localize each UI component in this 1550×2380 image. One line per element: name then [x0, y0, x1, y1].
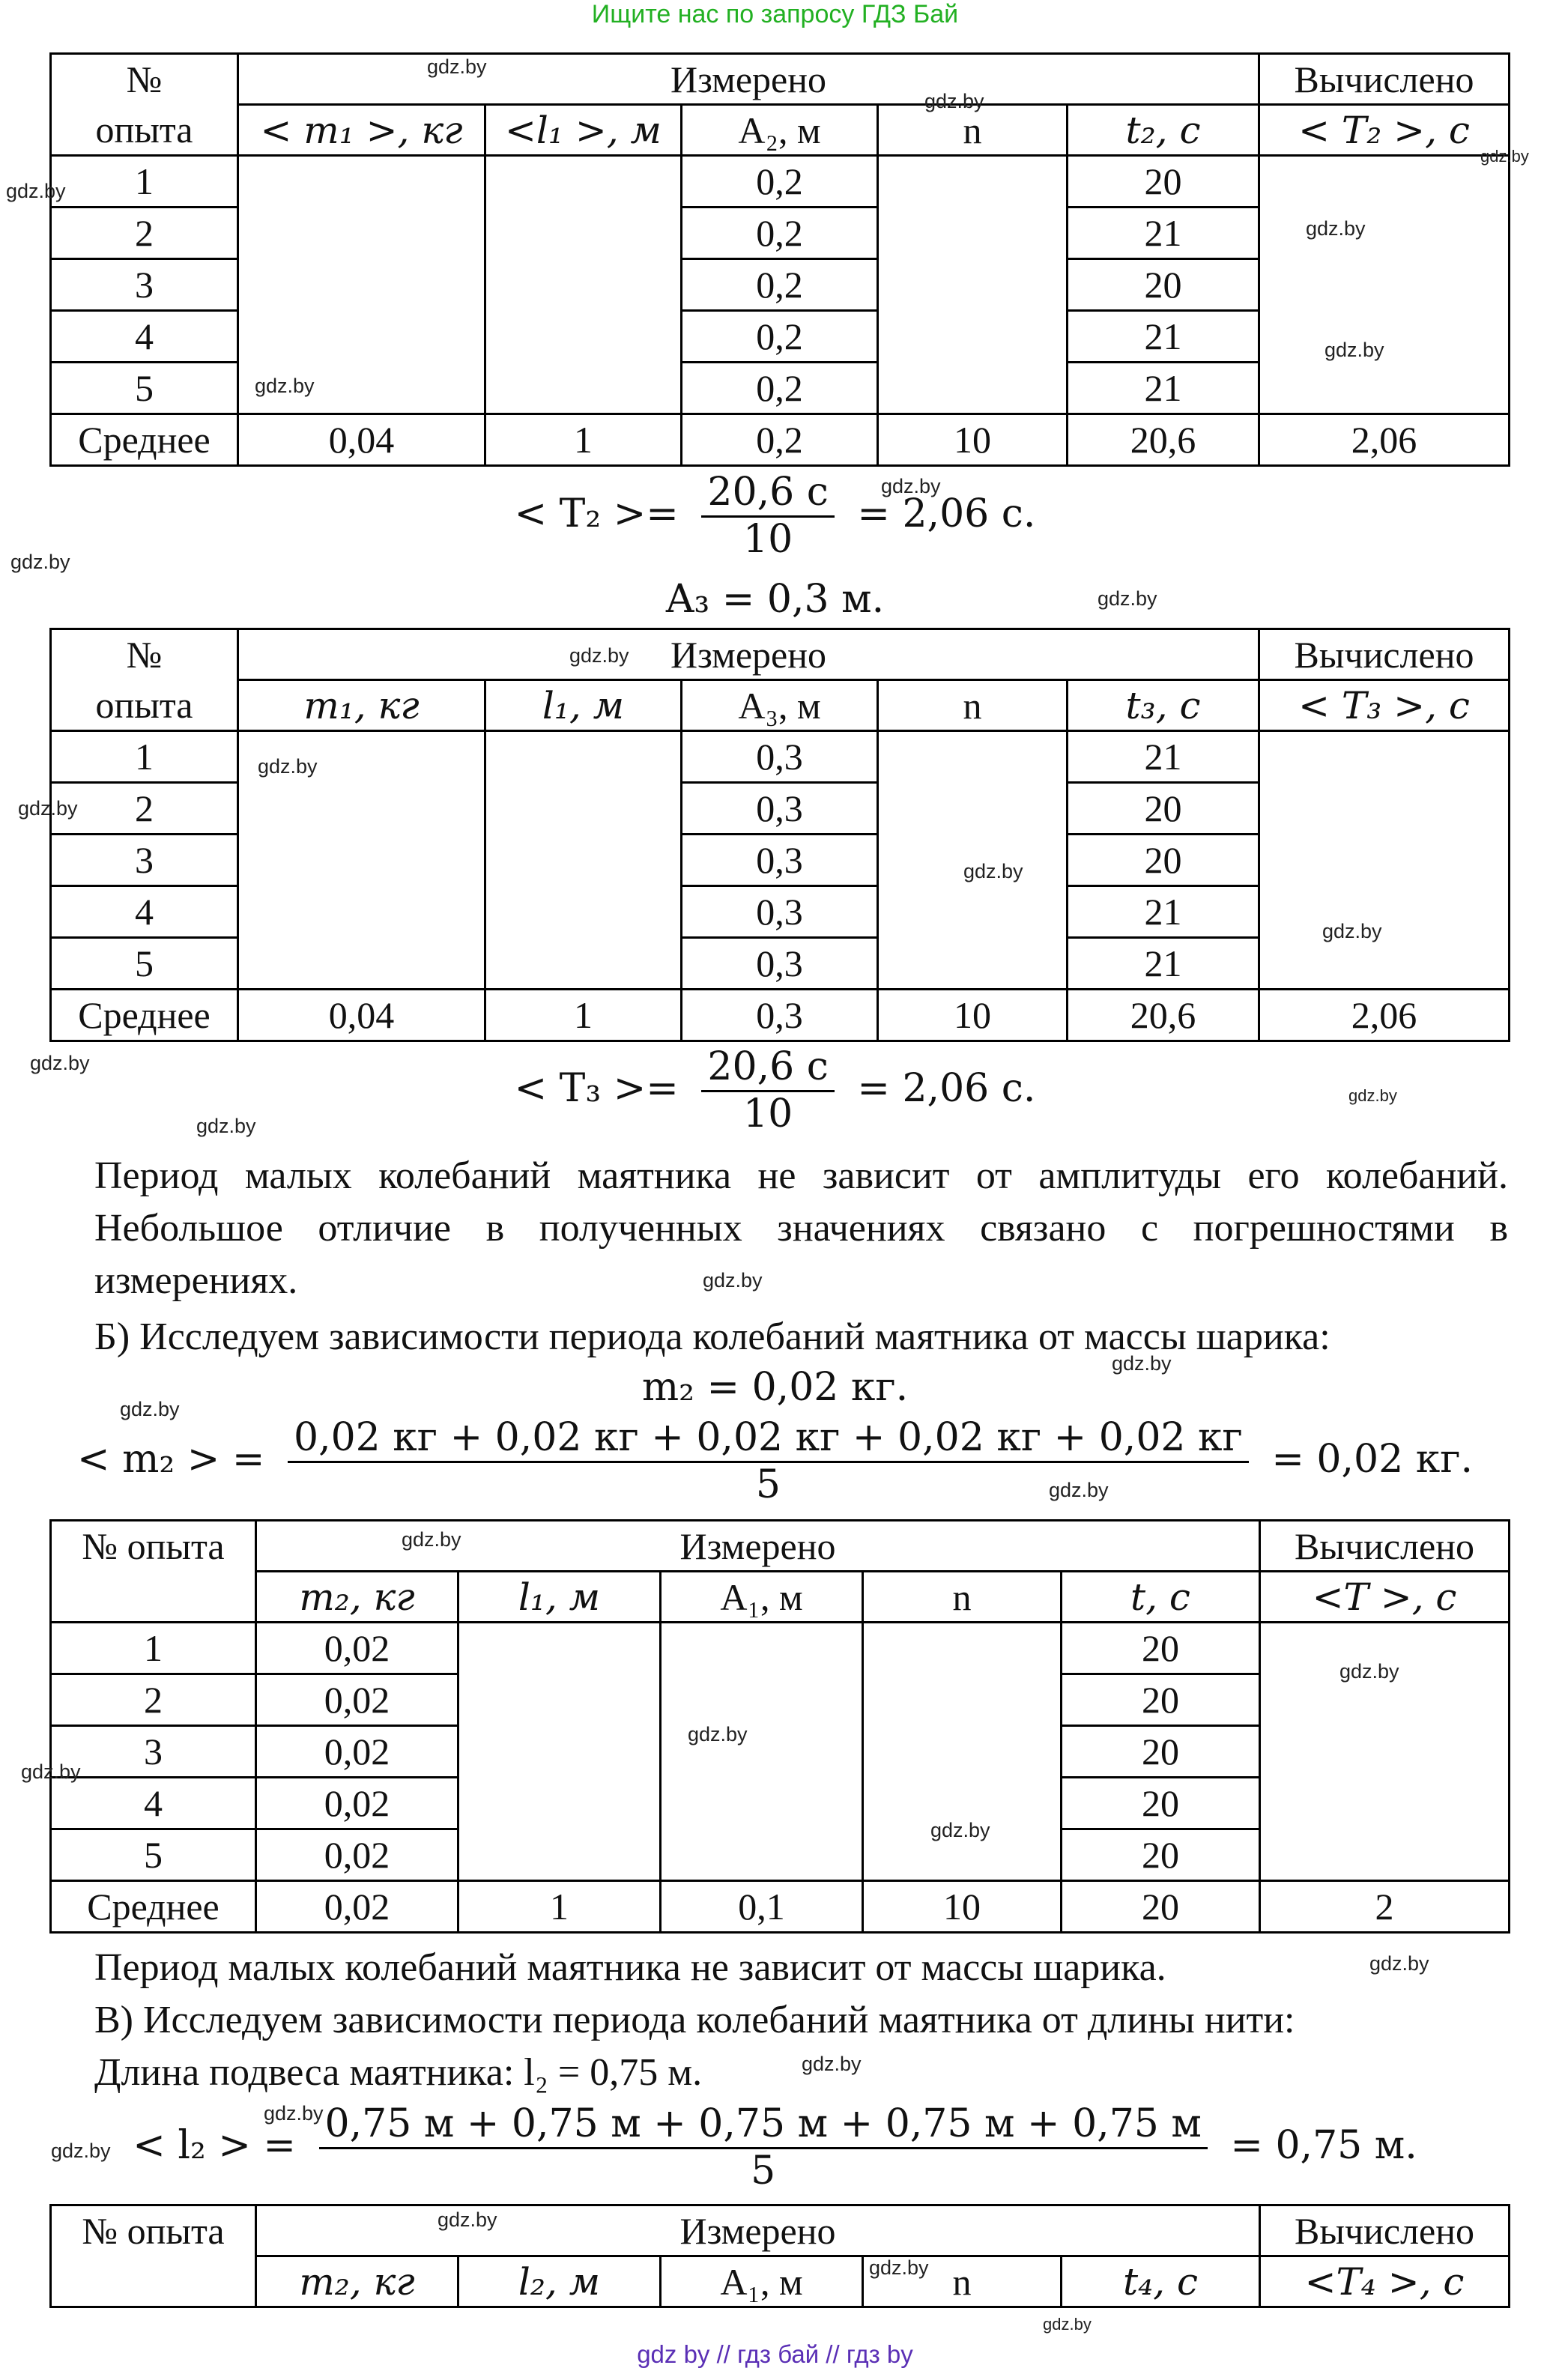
average-row	[51, 990, 1510, 1041]
col-header: l₁, м	[458, 1572, 661, 1623]
formula-denominator: 10	[743, 1091, 793, 1136]
table-amplitude-a3	[49, 628, 1510, 1042]
row-number: 3	[51, 1726, 256, 1778]
watermark-text: gdz.by	[120, 1398, 180, 1420]
average-cell: 0,04	[238, 990, 485, 1041]
watermark-text: gdz.by	[255, 375, 315, 397]
conclusion-mass	[49, 1942, 1508, 1994]
time-cell: 20	[1062, 1726, 1260, 1778]
table-amplitude-a2	[49, 52, 1510, 467]
watermark-text: gdz.by	[51, 2140, 111, 2162]
time-cell: 21	[1068, 208, 1259, 259]
row-number: 2	[51, 1674, 256, 1726]
search-banner[interactable]: Ищите нас по запросу ГДЗ Бай	[591, 0, 959, 28]
row-number: 4	[51, 886, 238, 938]
watermark-text: gdz.by	[1369, 1952, 1429, 1975]
watermark-text: gdz.by	[264, 2102, 324, 2125]
formula-denominator: 10	[743, 516, 793, 562]
watermark-text: gdz.by	[1348, 1086, 1397, 1105]
average-cell: 0,2	[682, 414, 878, 466]
mass-cell: 0,02	[256, 1674, 458, 1726]
formula-rhs: = 2,06 c.	[857, 1065, 1036, 1111]
row-number: 4	[51, 1778, 256, 1829]
col-header: n	[863, 2256, 1062, 2307]
watermark-text: gdz.by	[6, 180, 66, 202]
mass-cell: 0,02	[256, 1726, 458, 1778]
watermark-text: gdz.by	[963, 860, 1023, 882]
formula-numerator: 20,6 c	[701, 470, 834, 518]
mass-cell: 0,02	[256, 1778, 458, 1829]
row-number: 5	[51, 1829, 256, 1881]
average-cell: 10	[878, 990, 1068, 1041]
table-row	[51, 1778, 1510, 1829]
mass-cell: 0,02	[256, 1623, 458, 1674]
watermark-text: gdz.by	[196, 1115, 256, 1137]
average-cell: 10	[878, 414, 1068, 466]
watermark-text: gdz.by	[1049, 1479, 1109, 1501]
watermark-text: gdz.by	[1306, 217, 1366, 240]
footer-links[interactable]: gdz by // гдз бай // гдз by	[637, 2340, 913, 2368]
time-cell: 21	[1068, 311, 1259, 363]
time-cell: 20	[1068, 835, 1259, 886]
watermark-text: gdz.by	[1098, 587, 1157, 610]
section-c-heading	[49, 1994, 1508, 2047]
mass-m2-line: m₂ = 0,02 кг.	[641, 1365, 909, 1410]
col-header: t₃, c	[1068, 680, 1259, 731]
col-header: A₁, м	[661, 1572, 863, 1623]
conclusion-amplitude	[49, 1150, 1508, 1307]
average-cell: 10	[863, 1881, 1062, 1933]
table-row	[51, 1726, 1510, 1778]
col-opyta-label: опыта	[51, 680, 238, 731]
row-number: 3	[51, 259, 238, 311]
formula-lhs: < m₂ > =	[77, 1436, 265, 1482]
watermark-text: gdz.by	[18, 797, 78, 820]
computed-header: Вычислено	[1259, 54, 1510, 105]
col-header: A₁, м	[661, 2256, 863, 2307]
average-label: Среднее	[51, 1881, 256, 1933]
table-row	[51, 1623, 1510, 1674]
average-cell: 2,06	[1259, 990, 1510, 1041]
amplitude-cell: 0,2	[682, 259, 878, 311]
formula-numerator: 0,02 кг + 0,02 кг + 0,02 кг + 0,02 кг + 0,02 кг	[288, 1416, 1249, 1463]
col-header: n	[878, 105, 1068, 156]
average-cell: 20	[1062, 1881, 1260, 1933]
section-b-heading	[49, 1311, 1508, 1363]
mass-cell: 0,02	[256, 1829, 458, 1881]
col-num-opyta-label: № опыта	[51, 1521, 256, 1572]
time-cell: 20	[1068, 156, 1259, 208]
time-cell: 21	[1068, 363, 1259, 414]
table-row	[51, 783, 1510, 835]
length-l2-line	[49, 2047, 1508, 2099]
col-header: <l₁ >, м	[485, 105, 682, 156]
amplitude-cell: 0,3	[682, 835, 878, 886]
paragraph-text: Длина подвеса маятника: l₂ = 0,75 м.	[94, 2051, 703, 2094]
time-cell: 20	[1062, 1623, 1260, 1674]
average-row	[51, 1881, 1510, 1933]
table-row	[51, 156, 1510, 208]
watermark-text: gdz.by	[569, 644, 629, 667]
amplitude-cell: 0,2	[682, 208, 878, 259]
watermark-text: gdz.by	[1339, 1660, 1399, 1683]
computed-header: Вычислено	[1259, 629, 1510, 680]
measured-header: Измерено	[238, 54, 1259, 105]
col-header: < T₂ >, c	[1259, 105, 1510, 156]
row-number: 2	[51, 783, 238, 835]
table-row	[51, 938, 1510, 990]
col-header: < T₃ >, c	[1259, 680, 1510, 731]
amplitude-cell: 0,2	[682, 311, 878, 363]
time-cell: 20	[1062, 1778, 1260, 1829]
watermark-text: gdz.by	[869, 2256, 929, 2279]
average-cell: 2	[1260, 1881, 1510, 1933]
paragraph-text: Б) Исследуем зависимости периода колебаний маятника от массы шарика:	[94, 1315, 1330, 1358]
formula-numerator: 20,6 c	[701, 1045, 834, 1092]
amplitude-a3-line: A₃ = 0,3 м.	[665, 577, 885, 622]
measured-header: Измерено	[238, 629, 1259, 680]
amplitude-cell: 0,3	[682, 886, 878, 938]
formula-denominator: 5	[751, 2148, 776, 2193]
formula-rhs: = 0,02 кг.	[1271, 1436, 1473, 1482]
col-header: t, c	[1062, 1572, 1260, 1623]
average-cell: 1	[485, 990, 682, 1041]
watermark-text: gdz.by	[1480, 147, 1529, 166]
watermark-text: gdz.by	[427, 55, 487, 78]
formula-l2	[0, 2102, 1550, 2194]
col-header: t₂, c	[1068, 105, 1259, 156]
average-cell: 1	[458, 1881, 661, 1933]
average-cell: 20,6	[1068, 990, 1259, 1041]
average-cell: 20,6	[1068, 414, 1259, 466]
watermark-text: gdz.by	[10, 551, 70, 573]
watermark-text: gdz.by	[1112, 1352, 1172, 1375]
measured-header: Измерено	[256, 1521, 1260, 1572]
col-num-label: №	[51, 54, 238, 105]
measured-header: Измерено	[256, 2205, 1260, 2256]
col-header: <T >, c	[1260, 1572, 1510, 1623]
watermark-text: gdz.by	[924, 90, 984, 112]
watermark-text: gdz.by	[30, 1052, 90, 1074]
col-header: l₂, м	[458, 2256, 661, 2307]
watermark-text: gdz.by	[930, 1819, 990, 1841]
col-header: m₂, кг	[256, 2256, 458, 2307]
watermark-text: gdz.by	[688, 1723, 748, 1745]
table-row	[51, 311, 1510, 363]
col-opyta-label: опыта	[51, 105, 238, 156]
time-cell: 20	[1068, 783, 1259, 835]
watermark-text: gdz.by	[21, 1760, 81, 1783]
row-number: 1	[51, 1623, 256, 1674]
watermark-text: gdz.by	[1043, 2315, 1092, 2334]
formula-t2	[0, 470, 1550, 563]
watermark-text: gdz.by	[258, 755, 318, 778]
col-num-label: №	[51, 629, 238, 680]
formula-lhs: < T₃ >=	[514, 1065, 679, 1111]
average-cell: 0,3	[682, 990, 878, 1041]
watermark-text: gdz.by	[703, 1269, 763, 1292]
time-cell: 20	[1062, 1829, 1260, 1881]
computed-header: Вычислено	[1260, 1521, 1510, 1572]
formula-lhs: < T₂ >=	[514, 491, 679, 536]
col-header: <T₄ >, c	[1260, 2256, 1510, 2307]
table-row	[51, 259, 1510, 311]
formula-rhs: = 0,75 м.	[1230, 2122, 1417, 2168]
average-label: Среднее	[51, 990, 238, 1041]
row-number: 4	[51, 311, 238, 363]
col-header: A₃, м	[682, 680, 878, 731]
col-header: < m₁ >, кг	[238, 105, 485, 156]
formula-m2	[0, 1416, 1550, 1508]
time-cell: 20	[1062, 1674, 1260, 1726]
col-header: n	[863, 1572, 1062, 1623]
average-row	[51, 414, 1510, 466]
average-cell: 2,06	[1259, 414, 1510, 466]
col-num-opyta-label: № опыта	[51, 2205, 256, 2256]
watermark-text: gdz.by	[1322, 920, 1382, 942]
col-header: l₁, м	[485, 680, 682, 731]
amplitude-cell: 0,3	[682, 783, 878, 835]
paragraph-text: В) Исследуем зависимости периода колебаний маятника от длины нити:	[94, 1999, 1295, 2041]
table-length	[49, 2204, 1510, 2308]
paragraph-text: Период малых колебаний маятника не зависит от массы шарика.	[94, 1946, 1166, 1989]
average-cell: 0,1	[661, 1881, 863, 1933]
col-header: m₁, кг	[238, 680, 485, 731]
watermark-text: gdz.by	[402, 1528, 461, 1551]
table-row	[51, 886, 1510, 938]
paragraph-text: Период малых колебаний маятника не зависит от амплитуды его колебаний. Небольшое отличие в полученных значениях связано с погрешностями в измерениях.	[94, 1154, 1508, 1302]
amplitude-cell: 0,2	[682, 363, 878, 414]
row-number: 2	[51, 208, 238, 259]
amplitude-cell: 0,3	[682, 731, 878, 783]
col-header: m₂, кг	[256, 1572, 458, 1623]
col-header: A₂, м	[682, 105, 878, 156]
average-cell: 0,04	[238, 414, 485, 466]
computed-header: Вычислено	[1260, 2205, 1510, 2256]
average-label: Среднее	[51, 414, 238, 466]
formula-numerator: 0,75 м + 0,75 м + 0,75 м + 0,75 м + 0,75 м	[319, 2102, 1208, 2149]
average-cell: 0,02	[256, 1881, 458, 1933]
average-cell: 1	[485, 414, 682, 466]
table-mass	[49, 1519, 1510, 1934]
time-cell: 21	[1068, 938, 1259, 990]
time-cell: 20	[1068, 259, 1259, 311]
table-row	[51, 835, 1510, 886]
formula-denominator: 5	[755, 1462, 781, 1507]
amplitude-cell: 0,3	[682, 938, 878, 990]
amplitude-cell: 0,2	[682, 156, 878, 208]
col-header: t₄, c	[1062, 2256, 1260, 2307]
time-cell: 21	[1068, 731, 1259, 783]
row-number: 5	[51, 938, 238, 990]
row-number: 3	[51, 835, 238, 886]
watermark-text: gdz.by	[802, 2053, 862, 2075]
formula-rhs: = 2,06 c.	[857, 491, 1036, 536]
row-number: 1	[51, 156, 238, 208]
watermark-text: gdz.by	[1325, 339, 1384, 361]
time-cell: 21	[1068, 886, 1259, 938]
watermark-text: gdz.by	[438, 2208, 497, 2231]
row-number: 1	[51, 731, 238, 783]
row-number: 5	[51, 363, 238, 414]
formula-lhs: < l₂ > =	[133, 2122, 296, 2168]
col-header: n	[878, 680, 1068, 731]
watermark-text: gdz.by	[881, 475, 941, 497]
table-row	[51, 208, 1510, 259]
table-row	[51, 1674, 1510, 1726]
table-row	[51, 1829, 1510, 1881]
